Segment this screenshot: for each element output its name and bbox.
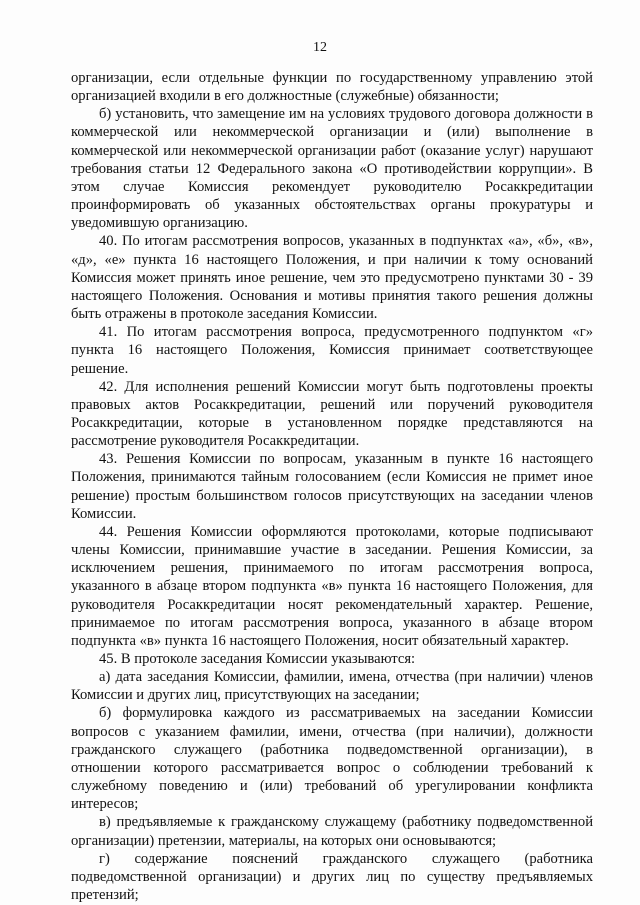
paragraph: организации, если отдельные функции по государственному управлению этой организацией входили в его должностные (служебные) обязанности;	[71, 70, 593, 105]
paragraph: б) формулировка каждого из рассматриваемых на заседании Комиссии вопросов с указанием фамилии, имени, отчества (при наличии), должности гражданского служащего (работника подведомственной организации), в отношении которого рассматривается вопрос о соблюдении требований к служебному поведению и (или) требований об урегулировании конфликта интересов;	[71, 705, 593, 813]
paragraph: 43. Решения Комиссии по вопросам, указанным в пункте 16 настоящего Положения, принимаются тайным голосованием (если Комиссия не примет иное решение) простым большинством голосов присутствующих на заседании членов Комиссии.	[71, 451, 593, 522]
paragraph: 44. Решения Комиссии оформляются протоколами, которые подписывают члены Комиссии, принимавшие участие в заседании. Решения Комиссии, за исключением решения, принимаемого по итогам рассмотрения вопроса, указанного в абзаце втором подпункта «в» пункта 16 настоящего Положения, для руководителя Росаккредитации носят рекомендательный характер. Решение, принимаемое по итогам рассмотрения вопроса, указанного в абзаце втором подпункта «в» пункта 16 настоящего Положения, носит обязательный характер.	[71, 523, 593, 649]
page-number: 12	[313, 40, 327, 55]
paragraph: 45. В протоколе заседания Комиссии указываются:	[99, 651, 416, 667]
paragraph: б) установить, что замещение им на условиях трудового договора должности в коммерческой или некоммерческой организации и (или) выполнение в коммерческой или некоммерческой организации работ (оказание услуг) нарушают требования статьи 12 Федерального закона «О противодействии коррупции». В этом случае Комиссия рекомендует руководителю Росаккредитации проинформировать об указанных обстоятельствах органы прокуратуры и уведомившую организацию.	[71, 106, 593, 232]
paragraph: 42. Для исполнения решений Комиссии могут быть подготовлены проекты правовых актов Росаккредитации, решений или поручений руководителя Росаккредитации, которые в установленном порядке представляются на рассмотрение руководителя Росаккредитации.	[71, 378, 593, 450]
paragraph: 41. По итогам рассмотрения вопроса, предусмотренного подпунктом «г» пункта 16 настоящего Положения, Комиссия принимает соответствующее решение.	[71, 324, 593, 377]
paragraph: 40. По итогам рассмотрения вопросов, указанных в подпунктах «а», «б», «в», «д», «е» пункта 16 настоящего Положения, и при наличии к тому оснований Комиссия может принять иное решение, чем это предусмотрено пунктами 30 - 39 настоящего Положения. Основания и мотивы принятия такого решения должны быть отражены в протоколе заседания Комиссии.	[71, 233, 593, 323]
document-body	[71, 69, 593, 904]
paragraph: а) дата заседания Комиссии, фамилии, имена, отчества (при наличии) членов Комиссии и других лиц, присутствующих на заседании;	[71, 669, 593, 704]
paragraph: г) содержание пояснений гражданского служащего (работника подведомственной организации) и других лиц по существу предъявляемых претензий;	[71, 850, 593, 904]
paragraph: в) предъявляемые к гражданскому служащему (работнику подведомственной организации) претензии, материалы, на которых они основываются;	[71, 814, 593, 849]
